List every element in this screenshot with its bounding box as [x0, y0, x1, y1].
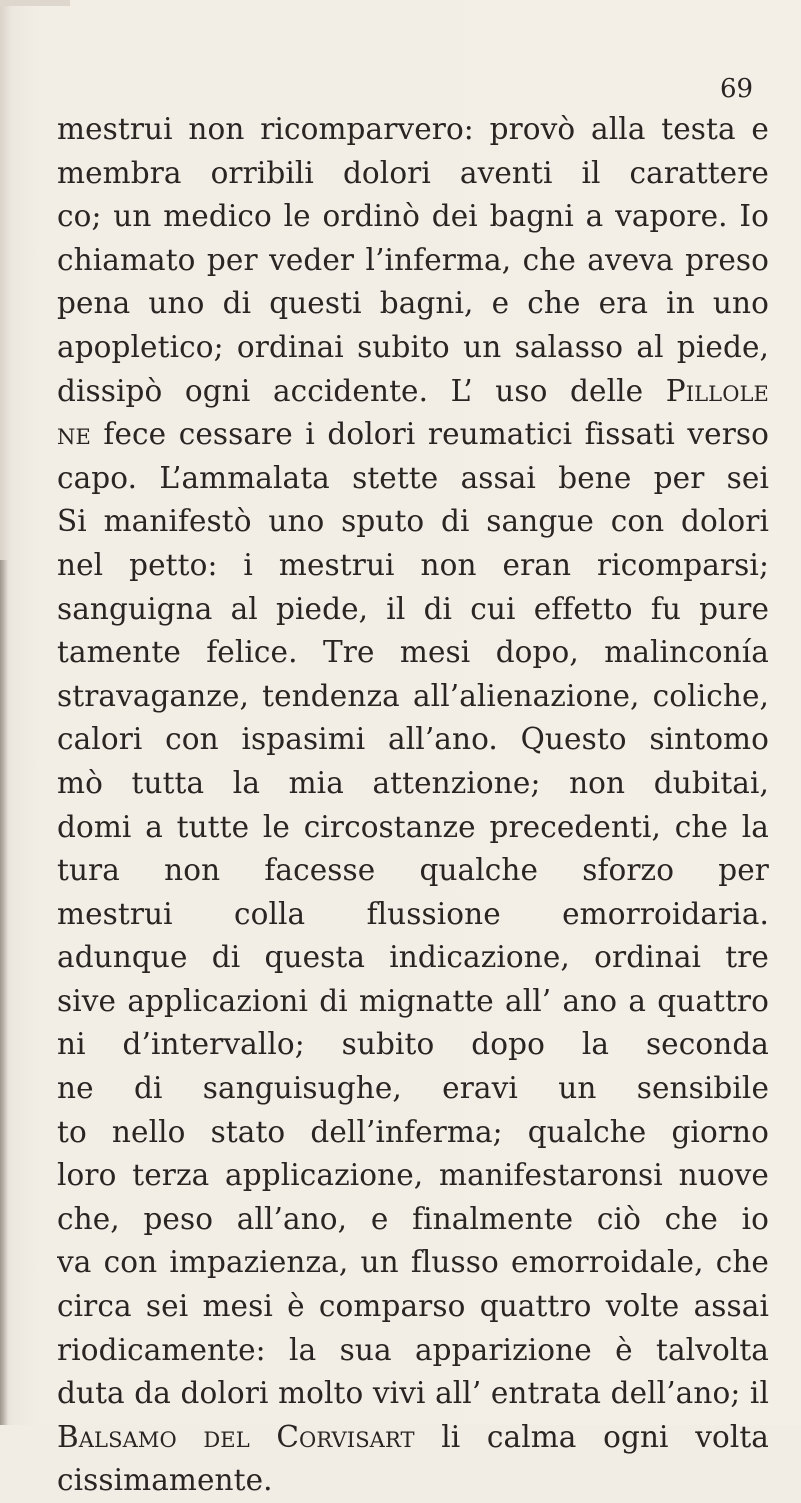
text-line	[57, 588, 769, 632]
line-text: ne di sanguisughe, eravi un sensibile	[57, 1071, 769, 1106]
binding-gutter-shadow	[0, 560, 8, 1425]
text-line	[57, 1459, 769, 1503]
text-line	[57, 1372, 769, 1416]
text-line	[57, 370, 769, 414]
text-line	[57, 1023, 769, 1067]
line-text: membra orribili dolori aventi il carattere	[57, 155, 769, 190]
text-line	[57, 326, 769, 370]
line-text: capo. L’ammalata stette assai bene per sei	[57, 460, 769, 495]
line-text: che, peso all’ano, e finalmente ciò che io	[57, 1201, 769, 1236]
line-text: co; un medico le ordinò dei bagni a vapore. Io	[57, 199, 769, 234]
text-line	[57, 849, 769, 893]
text-line	[57, 413, 769, 457]
text-line	[57, 457, 769, 501]
text-line	[57, 762, 769, 806]
text-line	[57, 718, 769, 762]
line-text: sive applicazioni di mignatte all’ ano a quattro	[57, 983, 769, 1018]
text-line	[57, 806, 769, 850]
line-text: adunque di questa indicazione, ordinai tre	[57, 940, 769, 975]
body-text	[57, 108, 769, 1503]
text-line	[57, 1154, 769, 1198]
line-text: mò tutta la mia attenzione; non dubitai,	[57, 765, 769, 800]
line-text: loro terza applicazione, manifestaronsi nuove	[57, 1158, 769, 1193]
text-line	[57, 1111, 769, 1155]
text-line	[57, 1198, 769, 1242]
line-text: nel petto: i mestrui non eran ricomparsi;	[57, 547, 769, 582]
line-text: tura non facesse qualche sforzo per	[57, 853, 769, 888]
text-line	[57, 239, 769, 283]
line-text: ni d’intervallo; subito dopo la seconda	[57, 1027, 769, 1062]
text-line	[57, 1329, 769, 1373]
line-text: calori con ispasimi all’ano. Questo sintomo	[57, 722, 769, 757]
line-text: chiamato per veder l’inferma, che aveva preso	[57, 242, 769, 277]
line-text: mestrui colla flussione emorroidaria.	[57, 896, 769, 931]
text-line	[57, 1067, 769, 1111]
line-text: li calma ogni volta	[441, 1419, 769, 1454]
line-text: va con impazienza, un flusso emorroidale, che	[57, 1245, 769, 1280]
line-text: dissipò ogni accidente. L’ uso delle	[57, 373, 666, 408]
line-text: sanguigna al piede, il di cui effetto fu pure	[57, 591, 769, 626]
text-line	[57, 1285, 769, 1329]
line-text: pena uno di questi bagni, e che era in uno	[57, 286, 769, 321]
line-text: duta da dolori molto vivi all’ entrata dell’ano; il	[57, 1376, 769, 1411]
text-line	[57, 282, 769, 326]
line-text: tamente felice. Tre mesi dopo, malinconía	[57, 635, 769, 670]
text-line	[57, 152, 769, 196]
page-edge-mark	[0, 0, 70, 6]
line-text: circa sei mesi è comparso quattro volte assai	[57, 1289, 769, 1324]
text-line	[57, 195, 769, 239]
line-text: domi a tutte le circostanze precedenti, che la	[57, 809, 769, 844]
text-line	[57, 1416, 769, 1460]
page-number: 69	[720, 74, 754, 104]
line-text: fece cessare i dolori reumatici fissati verso	[103, 417, 769, 452]
line-text: to nello stato dell’inferma; qualche giorno	[57, 1114, 769, 1149]
line-text: stravaganze, tendenza all’alienazione, coliche,	[57, 678, 769, 713]
text-line	[57, 108, 769, 152]
line-text: Si manifestò uno sputo di sangue con dolori	[57, 504, 769, 539]
text-line	[57, 980, 769, 1024]
small-caps-text: ne	[57, 417, 91, 452]
line-text: apopletico; ordinai subito un salasso al piede,	[57, 329, 769, 364]
text-line	[57, 500, 769, 544]
line-text: mestrui non ricomparvero: provò alla testa e	[57, 112, 769, 146]
line-text: cissimamente.	[57, 1463, 273, 1498]
line-text: riodicamente: la sua apparizione è talvolta	[57, 1332, 769, 1367]
small-caps-text: Pillole	[665, 373, 769, 408]
small-caps-text: Balsamo del Corvisart	[57, 1419, 415, 1454]
text-line	[57, 936, 769, 980]
text-line	[57, 675, 769, 719]
text-line	[57, 893, 769, 937]
text-line	[57, 631, 769, 675]
text-line	[57, 1241, 769, 1285]
text-line	[57, 544, 769, 588]
